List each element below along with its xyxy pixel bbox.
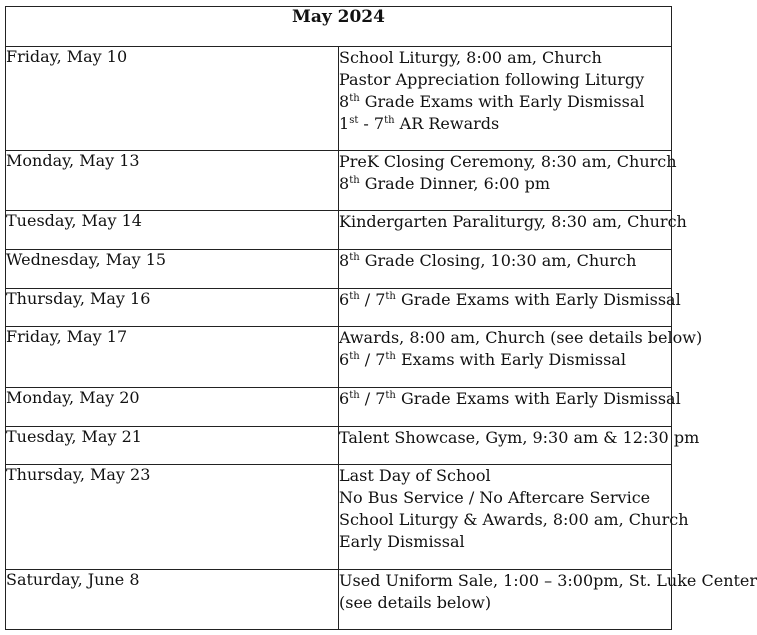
ordinal-suffix: th (349, 93, 360, 104)
ordinal-suffix: th (385, 291, 396, 302)
event-date: Tuesday, May 21 (6, 427, 339, 465)
event-text: Awards, 8:00 am, Church (see details below) (339, 328, 703, 347)
event-text: Grade Dinner, 6:00 pm (359, 174, 551, 193)
event-item (339, 465, 671, 487)
event-list (339, 250, 672, 289)
event-text: PreK Closing Ceremony, 8:30 am, Church (339, 152, 677, 171)
event-text: AR Rewards (394, 114, 500, 133)
event-text: 8 (339, 174, 350, 193)
table-row (6, 327, 672, 388)
event-text: / 7 (359, 389, 386, 408)
event-item (339, 289, 681, 311)
event-item (339, 509, 689, 531)
event-item (339, 327, 703, 349)
ordinal-suffix: th (349, 351, 360, 362)
table-row (6, 289, 672, 327)
event-text: Grade Closing, 10:30 am, Church (359, 251, 637, 270)
event-text: Exams with Early Dismissal (395, 350, 626, 369)
event-text: Kindergarten Paraliturgy, 8:30 am, Church (339, 212, 687, 231)
event-text: (see details below) (339, 593, 492, 612)
event-list (339, 327, 703, 388)
event-text: Last Day of School (339, 466, 491, 485)
event-list (339, 388, 681, 427)
event-item (339, 487, 671, 509)
ordinal-suffix: th (349, 390, 360, 401)
event-list (339, 47, 672, 151)
event-item (339, 69, 671, 91)
event-text: / 7 (359, 350, 386, 369)
event-text: Pastor Appreciation following Liturgy (339, 70, 645, 89)
event-text: Grade Exams with Early Dismissal (359, 92, 645, 111)
table-row (6, 151, 672, 211)
ordinal-suffix: st (349, 115, 359, 126)
event-item (339, 91, 671, 113)
event-date: Monday, May 20 (6, 388, 339, 427)
event-text: 8 (339, 251, 350, 270)
event-text: 6 (339, 389, 350, 408)
event-item (339, 570, 757, 592)
table-row (6, 465, 672, 570)
event-date: Friday, May 10 (6, 47, 339, 151)
table-row (6, 211, 672, 250)
table-row (6, 250, 672, 289)
calendar-table (5, 6, 757, 630)
event-item (339, 592, 671, 614)
calendar-rows (6, 47, 757, 630)
event-text: 6 (339, 290, 350, 309)
event-list (339, 570, 757, 630)
event-item (339, 427, 700, 449)
event-text: School Liturgy, 8:00 am, Church (339, 48, 602, 67)
ordinal-suffix: th (349, 175, 360, 186)
event-date: Thursday, May 16 (6, 289, 339, 327)
table-row (6, 427, 672, 465)
event-list (339, 427, 700, 465)
table-row (6, 570, 672, 630)
event-text: School Liturgy & Awards, 8:00 am, Church (339, 510, 689, 529)
ordinal-suffix: th (385, 390, 396, 401)
event-text: 8 (339, 92, 350, 111)
event-list (339, 289, 681, 327)
event-date: Monday, May 13 (6, 151, 339, 211)
event-item (339, 250, 671, 272)
table-row (6, 388, 672, 427)
ordinal-suffix: th (349, 252, 360, 263)
event-item (339, 211, 687, 233)
ordinal-suffix: th (349, 291, 360, 302)
event-date: Wednesday, May 15 (6, 250, 339, 289)
event-text: Early Dismissal (339, 532, 465, 551)
event-item (339, 113, 671, 135)
title-row (6, 7, 672, 47)
event-text: / 7 (359, 290, 386, 309)
event-item (339, 388, 681, 410)
event-text: Grade Exams with Early Dismissal (395, 290, 681, 309)
event-list (339, 211, 687, 250)
event-text: Grade Exams with Early Dismissal (395, 389, 681, 408)
ordinal-suffix: th (385, 351, 396, 362)
event-date: Thursday, May 23 (6, 465, 339, 570)
event-list (339, 151, 677, 211)
ordinal-suffix: th (384, 115, 395, 126)
event-date: Friday, May 17 (6, 327, 339, 388)
event-text: 1 (339, 114, 350, 133)
event-date: Saturday, June 8 (6, 570, 339, 630)
event-list (339, 465, 689, 570)
event-text: No Bus Service / No Aftercare Service (339, 488, 651, 507)
calendar-title: May 2024 (6, 7, 672, 47)
event-item (339, 531, 671, 553)
event-item (339, 151, 677, 173)
event-text: Used Uniform Sale, 1:00 – 3:00pm, St. Luke Center (339, 571, 757, 590)
event-text: - 7 (358, 114, 385, 133)
event-text: 6 (339, 350, 350, 369)
table-row (6, 47, 672, 151)
event-item (339, 173, 671, 195)
event-item (339, 349, 671, 371)
event-text: Talent Showcase, Gym, 9:30 am & 12:30 pm (339, 428, 700, 447)
event-item (339, 47, 671, 69)
event-date: Tuesday, May 14 (6, 211, 339, 250)
